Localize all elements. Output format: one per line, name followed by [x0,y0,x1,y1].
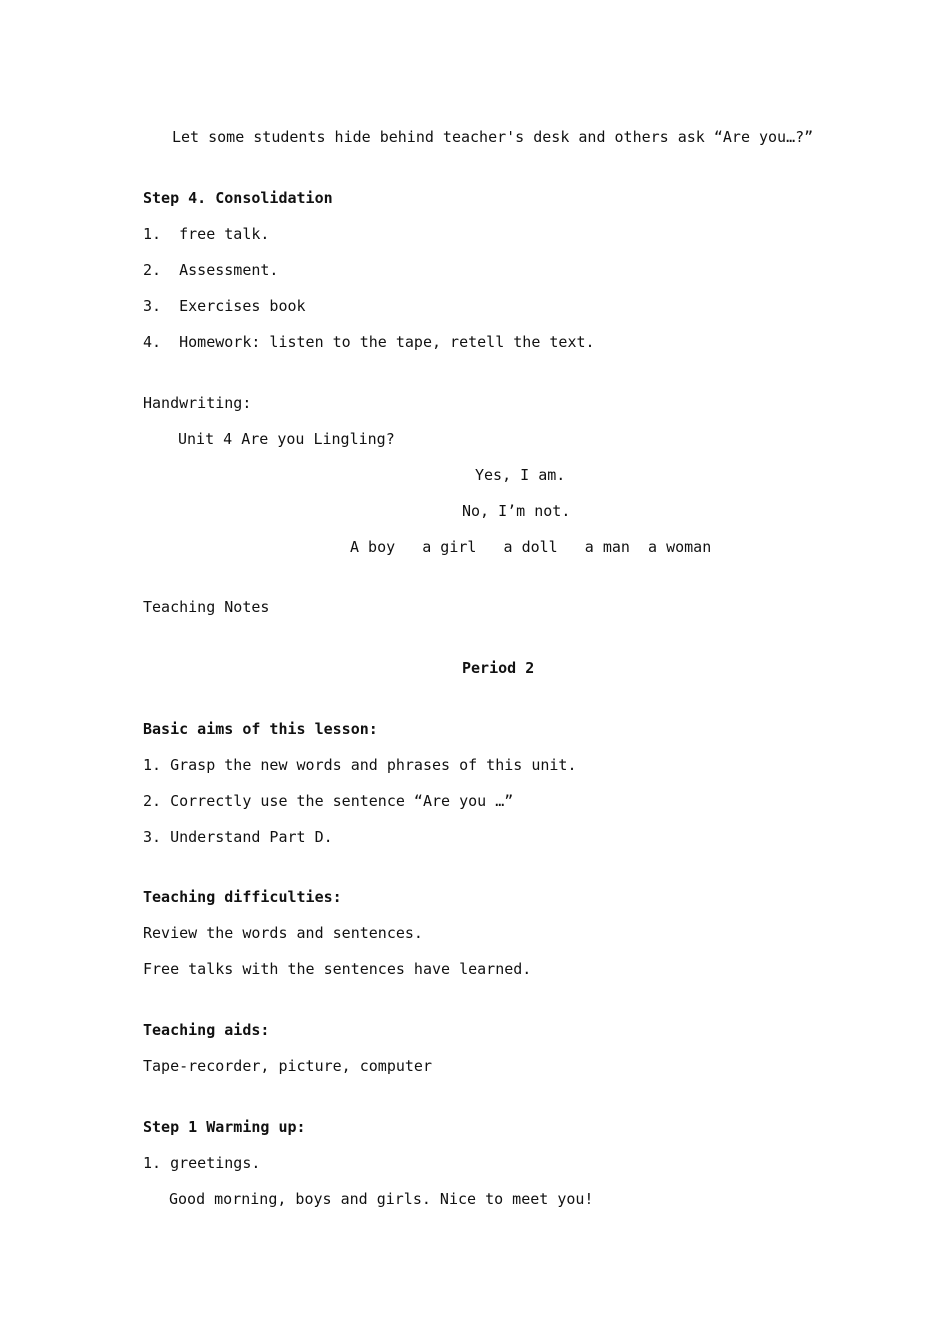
aids-text: Tape-recorder, picture, computer [143,1057,432,1075]
aims-item-2: 2. Correctly use the sentence “Are you …” [143,792,514,810]
step1-greeting: Good morning, boys and girls. Nice to meet you! [169,1190,594,1208]
handwriting-no: No, I’m not. [462,502,571,520]
period-title: Period 2 [462,659,535,677]
handwriting-title: Unit 4 Are you Lingling? [178,430,395,448]
difficulties-item-2: Free talks with the sentences have learned. [143,960,532,978]
step4-item-3: 3. Exercises book [143,297,306,315]
aids-heading: Teaching aids: [143,1021,270,1039]
difficulties-heading: Teaching difficulties: [143,888,342,906]
step4-item-1: 1. free talk. [143,225,270,243]
step1-item: 1. greetings. [143,1154,261,1172]
handwriting-words: A boy a girl a doll a man a woman [350,538,712,556]
step1-heading: Step 1 Warming up: [143,1118,306,1136]
aims-item-1: 1. Grasp the new words and phrases of this unit. [143,756,577,774]
step3-activity-text: Let some students hide behind teacher's desk and others ask “Are you…?” [172,128,814,146]
handwriting-label: Handwriting: [143,394,252,412]
aims-item-3: 3. Understand Part D. [143,828,333,846]
teaching-notes-label: Teaching Notes [143,598,270,616]
handwriting-yes: Yes, I am. [475,466,566,484]
step4-item-4: 4. Homework: listen to the tape, retell the text. [143,333,595,351]
difficulties-item-1: Review the words and sentences. [143,924,423,942]
step4-heading: Step 4. Consolidation [143,189,333,207]
step4-item-2: 2. Assessment. [143,261,279,279]
aims-heading: Basic aims of this lesson: [143,720,378,738]
